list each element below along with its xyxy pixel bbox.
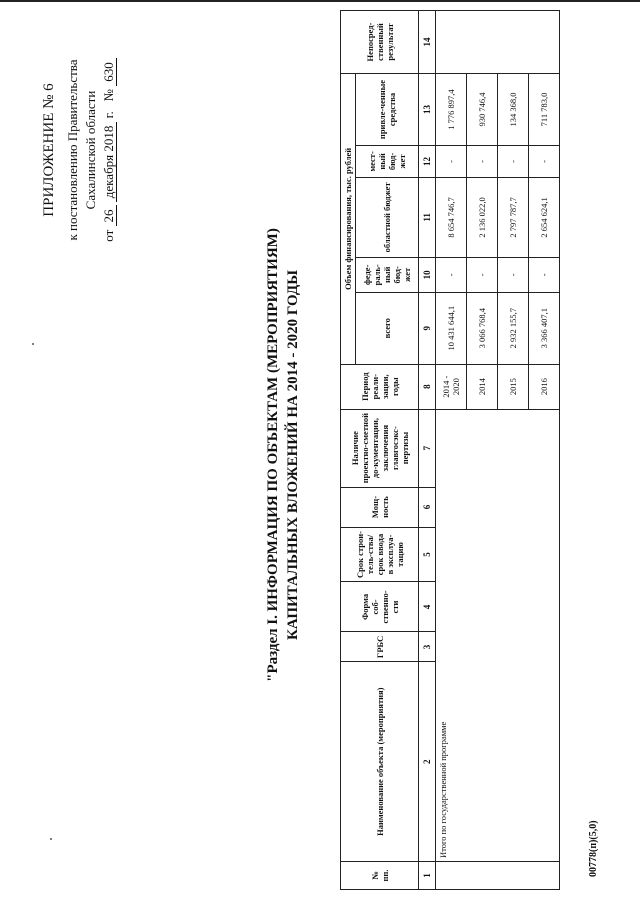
appendix-date-line — [100, 25, 118, 275]
column-number: 9 — [419, 292, 436, 364]
column-number: 4 — [419, 582, 436, 632]
row-period: 2015 — [498, 364, 529, 409]
date-day: 26 — [101, 205, 117, 226]
header-federal: феде-раль-ный бюд-жет — [356, 257, 419, 292]
column-number: 14 — [419, 11, 436, 74]
column-number: 8 — [419, 364, 436, 409]
column-number: 5 — [419, 527, 436, 582]
column-number: 1 — [419, 862, 436, 890]
heading-line1: "Раздел I. ИНФОРМАЦИЯ ПО ОБЪЕКТАМ (МЕРОПРИЯТИЯМ) — [265, 228, 281, 682]
header-attracted: привле-ченные средства — [356, 74, 419, 146]
total-no-cell — [436, 862, 560, 890]
header-result: Непосред-ственный результат — [341, 11, 419, 74]
header-total: всего — [356, 292, 419, 364]
row-period: 2014 — [467, 364, 498, 409]
row-federal: - — [498, 257, 529, 292]
header-period: Период реали-зации, годы — [341, 364, 419, 409]
section-heading — [263, 215, 303, 695]
column-number-row — [419, 11, 436, 890]
header-documentation: Наличие проектно-сметной до-кументации, заключения главгосэкс-пертизы — [341, 409, 419, 487]
date-month-year: декабря 2018 — [101, 122, 117, 203]
row-period: 2016 — [529, 364, 560, 409]
column-number: 2 — [419, 662, 436, 862]
capital-investment-table — [340, 10, 560, 890]
header-name: Наименование объекта (мероприятия) — [341, 662, 419, 862]
appendix-line2: Сахалинской области — [83, 90, 98, 210]
column-number: 3 — [419, 632, 436, 662]
header-no: № пп. — [341, 862, 419, 890]
header-regional: областной бюджет — [356, 177, 419, 257]
row-attracted: 711 783,0 — [529, 74, 560, 146]
appendix-block — [40, 25, 118, 275]
column-number: 12 — [419, 145, 436, 177]
total-label: Итого по государственной программе — [436, 409, 560, 861]
row-period: 2014 - 2020 — [436, 364, 467, 409]
row-federal: - — [467, 257, 498, 292]
document-code: 00778(п)(5,0) — [588, 820, 599, 877]
header-grbs: ГРБС — [341, 632, 419, 662]
table-row — [436, 11, 467, 890]
date-prefix: от — [101, 229, 116, 242]
column-number: 11 — [419, 177, 436, 257]
row-local: - — [467, 145, 498, 177]
row-attracted: 930 746,4 — [467, 74, 498, 146]
column-number: 10 — [419, 257, 436, 292]
column-number: 6 — [419, 487, 436, 527]
number-prefix: № — [101, 89, 116, 102]
row-local: - — [498, 145, 529, 177]
row-regional: 2 654 624,1 — [529, 177, 560, 257]
header-ownership: Форма соб-ственно-сти — [341, 582, 419, 632]
row-federal: - — [529, 257, 560, 292]
header-term: Срок строи-тель-ства/срок ввода в эксплуа-тацию — [341, 527, 419, 582]
row-total: 3 366 407,1 — [529, 292, 560, 364]
header-funding-group: Объем финансирования, тыс. рублей — [341, 74, 356, 365]
row-total: 3 066 768,4 — [467, 292, 498, 364]
header-row-1 — [341, 11, 356, 890]
appendix-line1: к постановлению Правительства — [65, 59, 80, 241]
row-local: - — [436, 145, 467, 177]
header-capacity: Мощ-ность — [341, 487, 419, 527]
heading-line2: КАПИТАЛЬНЫХ ВЛОЖЕНИЙ НА 2014 - 2020 ГОДЫ — [285, 270, 301, 640]
column-number: 13 — [419, 74, 436, 146]
row-regional: 2 797 787,7 — [498, 177, 529, 257]
row-attracted: 1 776 897,4 — [436, 74, 467, 146]
row-regional: 8 654 746,7 — [436, 177, 467, 257]
row-regional: 2 136 022,0 — [467, 177, 498, 257]
row-attracted: 134 368,0 — [498, 74, 529, 146]
row-total: 2 932 155,7 — [498, 292, 529, 364]
result-cell — [436, 11, 560, 74]
row-total: 10 431 644,1 — [436, 292, 467, 364]
header-local: мест-ный бюд-жет — [356, 145, 419, 177]
row-local: - — [529, 145, 560, 177]
column-number: 7 — [419, 409, 436, 487]
scan-speck — [50, 838, 52, 840]
document-number: 630 — [101, 58, 117, 86]
scan-speck — [32, 343, 34, 345]
appendix-title: ПРИЛОЖЕНИЕ № 6 — [41, 83, 57, 217]
date-suffix: г. — [101, 111, 116, 119]
row-federal: - — [436, 257, 467, 292]
